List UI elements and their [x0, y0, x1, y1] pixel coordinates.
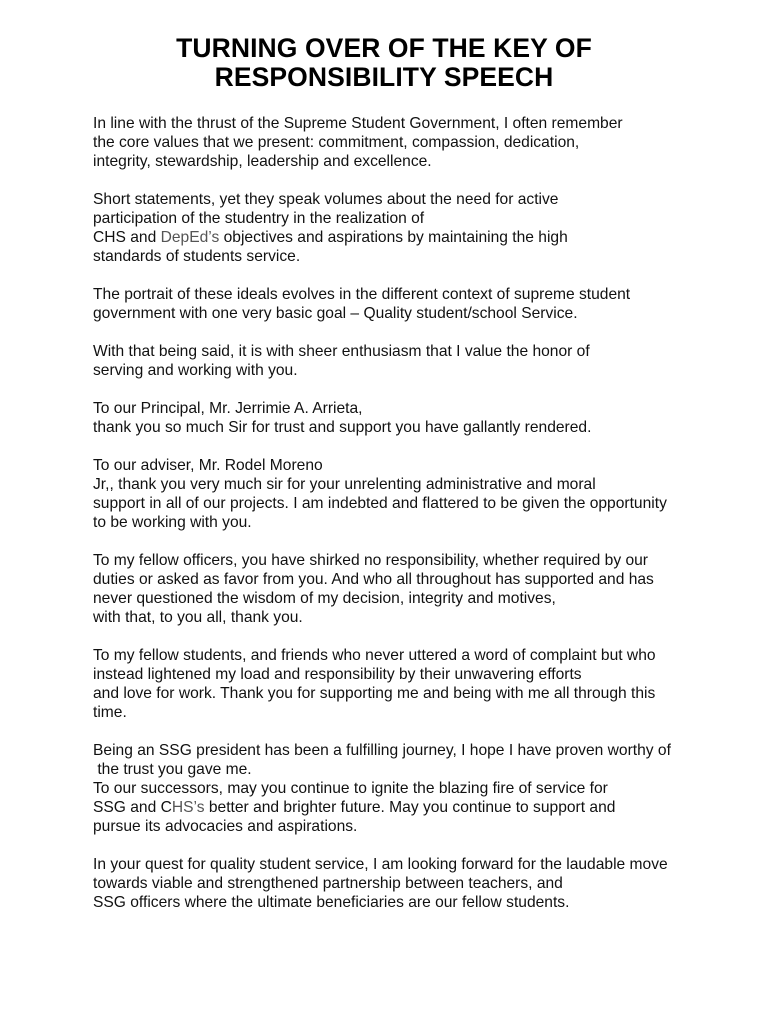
text-line: serving and working with you. — [93, 362, 298, 379]
speech-title — [0, 34, 768, 92]
title-line: TURNING OVER OF THE KEY OF — [176, 33, 592, 63]
speech-body — [93, 114, 753, 931]
text-line: To my fellow officers, you have shirked no responsibility, whether required by our — [93, 552, 649, 569]
text-line: To our Principal, Mr. Jerrimie A. Arrieta, — [93, 400, 363, 417]
paragraph-adviser — [93, 456, 753, 532]
text-line: To our successors, may you continue to ignite the blazing fire of service for — [93, 780, 608, 797]
text-line: the core values that we present: commitment, compassion, dedication, — [93, 134, 580, 151]
paragraph-officers — [93, 551, 753, 627]
paragraph-students — [93, 646, 753, 722]
text-line: Short statements, yet they speak volumes about the need for active — [93, 191, 559, 208]
text-line: duties or asked as favor from you. And who all throughout has supported and has — [93, 571, 654, 588]
text-line: To my fellow students, and friends who never uttered a word of complaint but who — [93, 647, 656, 664]
title-line: RESPONSIBILITY SPEECH — [214, 62, 554, 92]
paragraph-core-values — [93, 114, 753, 171]
paragraph-quest — [93, 855, 753, 912]
text-segment: better and brighter future. May you continue to support and — [204, 799, 616, 816]
paragraph-ssg-president — [93, 741, 753, 836]
text-segment-deped: DepEd’s — [160, 229, 220, 246]
text-line: instead lightened my load and responsibility by their unwavering efforts — [93, 666, 582, 683]
text-line: towards viable and strengthened partnership between teachers, and — [93, 875, 563, 892]
text-line: pursue its advocacies and aspirations. — [93, 818, 358, 835]
text-segment: objectives and aspirations by maintaining the high — [219, 229, 568, 246]
text-line: The portrait of these ideals evolves in the different context of supreme student — [93, 286, 631, 303]
text-line: In line with the thrust of the Supreme Student Government, I often remember — [93, 115, 623, 132]
text-line: and love for work. Thank you for supporting me and being with me all through this — [93, 685, 656, 702]
text-line: participation of the studentry in the realization of — [93, 210, 425, 227]
text-segment: SSG and C — [93, 799, 172, 816]
text-line: standards of students service. — [93, 248, 301, 265]
text-line: integrity, stewardship, leadership and excellence. — [93, 153, 432, 170]
text-line: thank you so much Sir for trust and support you have gallantly rendered. — [93, 419, 592, 436]
text-line — [93, 228, 753, 247]
paragraph-principal — [93, 399, 753, 437]
paragraph-portrait — [93, 285, 753, 323]
text-line: never questioned the wisdom of my decision, integrity and motives, — [93, 590, 556, 607]
text-segment: CHS and — [93, 229, 161, 246]
text-segment-chs: HS’s — [171, 799, 205, 816]
text-line: with that, to you all, thank you. — [93, 609, 303, 626]
text-line: support in all of our projects. I am indebted and flattered to be given the opportunity — [93, 495, 667, 512]
text-line: SSG officers where the ultimate beneficiaries are our fellow students. — [93, 894, 570, 911]
text-line: To our adviser, Mr. Rodel Moreno — [93, 457, 323, 474]
text-line — [93, 798, 753, 817]
text-line: to be working with you. — [93, 514, 252, 531]
text-line: government with one very basic goal – Quality student/school Service. — [93, 305, 578, 322]
text-line: Jr,, thank you very much sir for your unrelenting administrative and moral — [93, 476, 596, 493]
paragraph-enthusiasm — [93, 342, 753, 380]
text-line: the trust you gave me. — [93, 761, 252, 778]
paragraph-short-statements — [93, 190, 753, 266]
text-line: time. — [93, 704, 127, 721]
text-line: With that being said, it is with sheer enthusiasm that I value the honor of — [93, 343, 590, 360]
text-line: In your quest for quality student service, I am looking forward for the laudable move — [93, 856, 668, 873]
text-line: Being an SSG president has been a fulfilling journey, I hope I have proven worthy of — [93, 742, 671, 759]
